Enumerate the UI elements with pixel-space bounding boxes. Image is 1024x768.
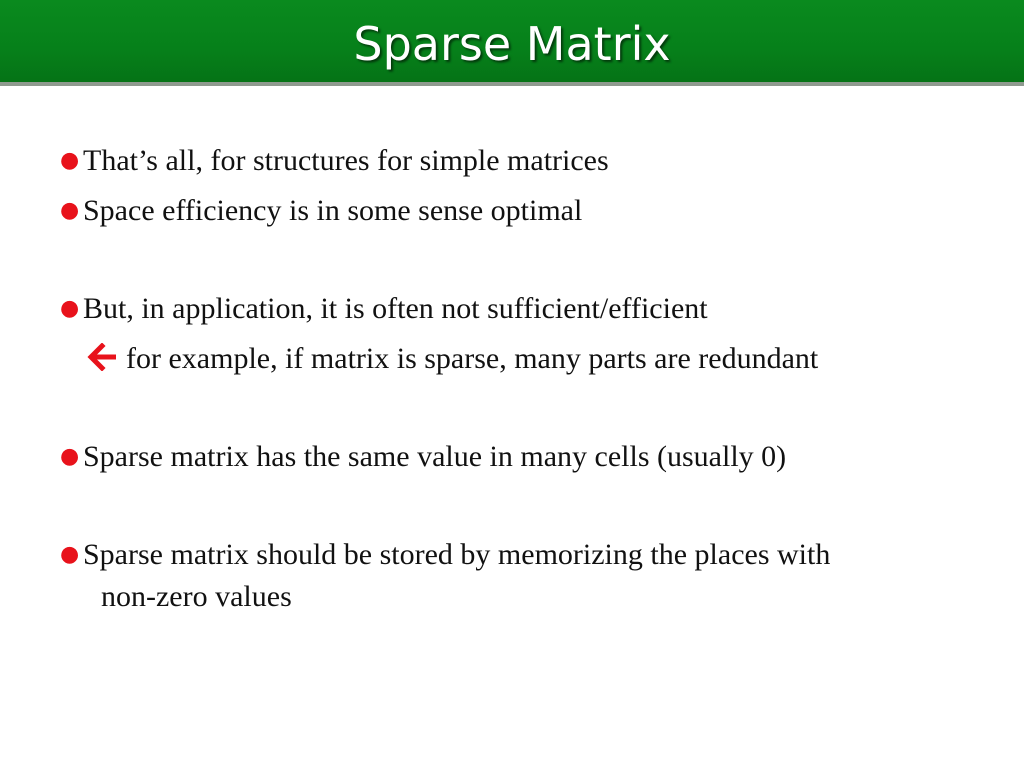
slide-title: Sparse Matrix xyxy=(353,17,671,71)
sub-point-text: for example, if matrix is sparse, many parts are redundant xyxy=(126,342,819,375)
bullet-item xyxy=(60,291,708,327)
bullet-text: non-zero values xyxy=(101,580,292,613)
bullet-dot-icon: ● xyxy=(60,542,80,567)
bullet-text: Sparse matrix should be stored by memorizing the places with xyxy=(83,538,831,571)
bullet-dot-icon: ● xyxy=(60,296,80,321)
left-arrow-icon xyxy=(86,343,126,380)
bullet-continuation xyxy=(101,579,292,615)
title-bar xyxy=(0,0,1024,86)
bullet-item xyxy=(60,143,609,179)
bullet-text: Space efficiency is in some sense optimal xyxy=(83,194,583,227)
bullet-dot-icon: ● xyxy=(60,198,80,223)
bullet-dot-icon: ● xyxy=(60,444,80,469)
bullet-item xyxy=(60,193,582,229)
bullet-text: But, in application, it is often not sufficient/efficient xyxy=(83,292,708,325)
sub-point-item xyxy=(86,341,818,380)
bullet-dot-icon: ● xyxy=(60,148,80,173)
bullet-text: Sparse matrix has the same value in many cells (usually 0) xyxy=(83,440,787,473)
bullet-item xyxy=(60,439,786,475)
bullet-item xyxy=(60,537,830,573)
bullet-text: That’s all, for structures for simple matrices xyxy=(83,144,609,177)
